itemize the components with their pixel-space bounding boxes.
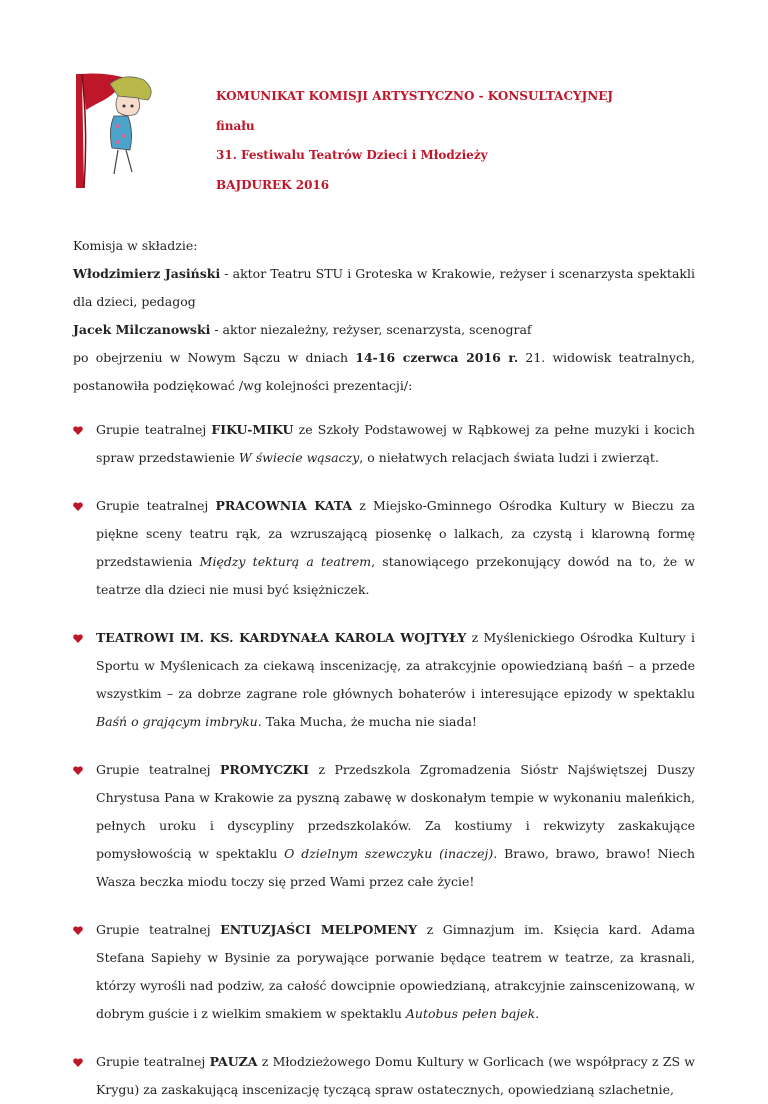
heart-icon: [73, 416, 85, 444]
heart-icon: [73, 916, 85, 944]
festival-logo: [74, 70, 164, 190]
observation-text: po obejrzeniu w Nowym Sączu w dniach 14-16 czerwca 2016 r. 21. widowisk teatralnych, postanowiła podziękować /wg kolejności prezentacji/:: [73, 350, 695, 393]
header-title: KOMUNIKAT KOMISJI ARTYSTYCZNO - KONSULTACYJNEJ: [216, 89, 614, 103]
group-name: TEATROWI IM. KS. KARDYNAŁA KAROLA WOJTYŁY: [96, 630, 467, 645]
header-subtitle: finału: [216, 118, 255, 133]
thanks-list: [73, 416, 695, 1104]
header-festival-name: BAJDUREK 2016: [216, 177, 330, 192]
group-name: ENTUZJAŚCI MELPOMENY: [220, 922, 418, 937]
play-title: Baśń o grającym imbryku: [96, 714, 258, 729]
play-title: W świecie wąsaczy: [238, 450, 360, 465]
member-1-name: Włodzimierz Jasiński: [73, 266, 221, 281]
list-item: Grupie teatralnej PAUZA z Młodzieżowego Domu Kultury w Gorlicach (we współpracy z ZS w Krygu) za zaskakującą inscenizację tyczącą spraw ostatecznych, opowiedzianą szlachetnie,: [73, 1048, 695, 1104]
member-2-desc: - aktor niezależny, reżyser, scenarzysta, scenograf: [210, 322, 532, 337]
member-2-name: Jacek Milczanowski: [73, 322, 211, 337]
group-name: FIKU-MIKU: [211, 422, 294, 437]
heart-icon: [73, 1048, 85, 1076]
member-1-desc: - aktor Teatru STU i Groteska w Krakowie, reżyser i scenarzysta spektakli dla dzieci, pedagog: [73, 266, 695, 309]
list-item: TEATROWI IM. KS. KARDYNAŁA KAROLA WOJTYŁY z Myślenickiego Ośrodka Kultury i Sportu w Myślenicach za ciekawą inscenizację, za atrakcyjnie opowiedzianą baśń – a przede wszystkim – za dobrze zagrane role głównych bohaterów i interesujące epizody w spektaklu Baśń o grającym imbryku. Taka Mucha, że mucha nie siada!: [73, 624, 695, 736]
play-title: O dzielnym szewczyku (inaczej): [284, 846, 494, 861]
play-title: Autobus pełen bajek: [405, 1006, 536, 1021]
heart-icon: [73, 756, 85, 784]
communique-header: [216, 88, 736, 206]
committee-label: Komisja w składzie:: [73, 238, 198, 253]
intro: [73, 232, 695, 400]
document-body: [73, 232, 695, 1104]
list-item: Grupie teatralnej PROMYCZKI z Przedszkola Zgromadzenia Sióstr Najświętszej Duszy Chrystusa Pana w Krakowie za pyszną zabawę w doskonałym tempie w wykonaniu maleńkich, pełnych uroku i dyscypliny przedszkolaków. Za kostiumy i rekwizyty zaskakujące pomysłowością w spektaklu O dzielnym szewczyku (inaczej). Brawo, brawo, brawo! Niech Wasza beczka miodu toczy się przed Wami przez całe życie!: [73, 756, 695, 896]
play-title: Między tekturą a teatrem: [199, 554, 372, 569]
committee-member-1: [73, 260, 695, 316]
list-item: Grupie teatralnej PRACOWNIA KATA z Miejsko-Gminnego Ośrodka Kultury w Bieczu za piękne sceny teatru rąk, za wzruszającą piosenkę o lalkach, za czystą i klarowną formę przedstawienia Między tekturą a teatrem, stanowiącego przekonujący dowód na to, że w teatrze dla dzieci nie musi być księżniczek.: [73, 492, 695, 604]
festival-dates: 14-16 czerwca 2016 r.: [355, 350, 519, 365]
list-item: Grupie teatralnej ENTUZJAŚCI MELPOMENY z Gimnazjum im. Księcia kard. Adama Stefana Sapiehy w Bysinie za porywające porwanie będące teatrem w teatrze, za krasnali, którzy wyrośli nad podziw, za całość dowcipnie opowiedzianą, atrakcyjnie zainscenizowaną, w dobrym guście i z wielkim smakiem w spektaklu Autobus pełen bajek.: [73, 916, 695, 1028]
committee-member-2: [73, 316, 695, 344]
heart-icon: [73, 492, 85, 520]
list-item: Grupie teatralnej FIKU-MIKU ze Szkoły Podstawowej w Rąbkowej za pełne muzyki i kocich spraw przedstawienie W świecie wąsaczy, o niełatwych relacjach świata ludzi i zwierząt.: [73, 416, 695, 472]
heart-icon: [73, 624, 85, 652]
header-festival: 31. Festiwalu Teatrów Dzieci i Młodzieży: [216, 148, 488, 162]
group-name: PROMYCZKI: [219, 762, 309, 777]
group-name: PRACOWNIA KATA: [215, 498, 353, 513]
group-name: PAUZA: [209, 1054, 258, 1069]
